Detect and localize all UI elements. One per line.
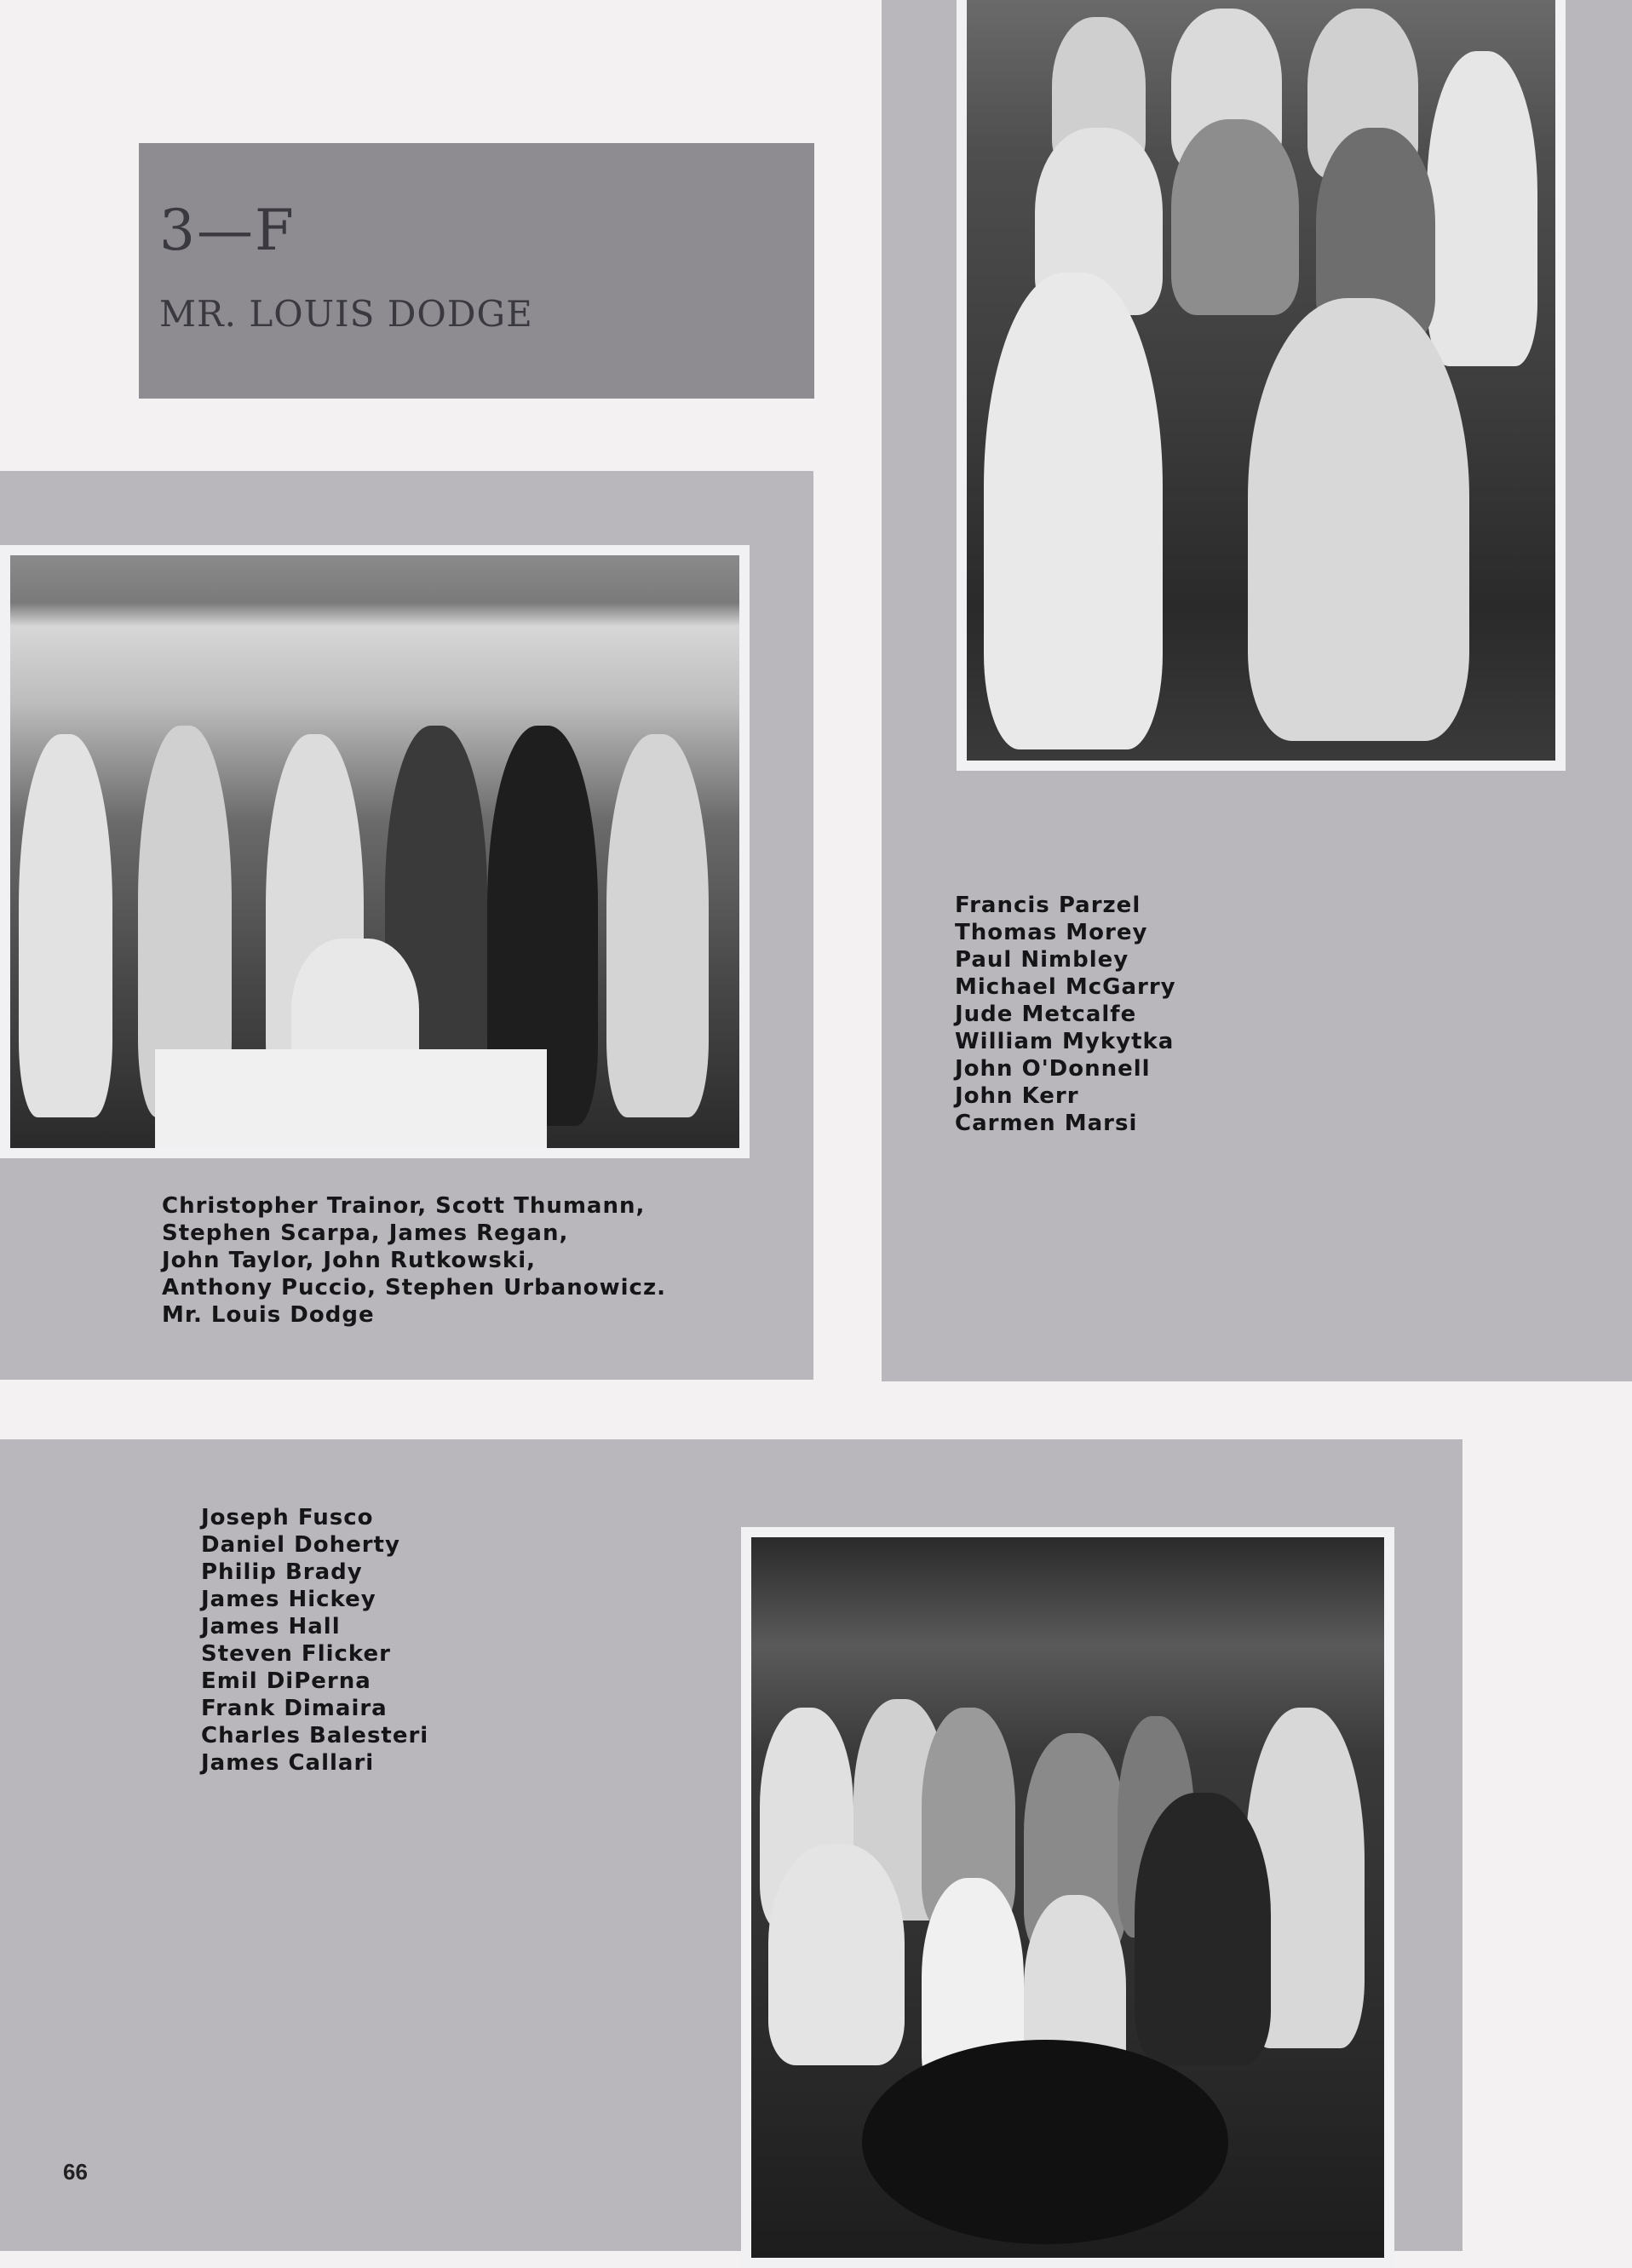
group-photo-right [957, 0, 1566, 771]
caption-line: Francis Parzel [955, 893, 1141, 918]
caption-line: Steven Flicker [201, 1641, 391, 1667]
caption-line: Michael McGarry [955, 974, 1176, 1000]
caption-line: William Mykytka [955, 1029, 1175, 1054]
caption-line: James Callari [201, 1750, 375, 1776]
caption-line: Thomas Morey [955, 920, 1148, 945]
caption-line: Anthony Puccio, Stephen Urbanowicz. [162, 1275, 666, 1301]
caption-line: Jude Metcalfe [955, 1002, 1137, 1027]
caption-bottom [201, 1504, 428, 1777]
page-number: 66 [63, 2159, 88, 2185]
caption-top-left [162, 1192, 666, 1329]
group-photo-with-teacher [0, 545, 750, 1158]
caption-line: James Hickey [201, 1587, 376, 1612]
caption-line: Daniel Doherty [201, 1532, 400, 1558]
caption-line: Christopher Trainor, Scott Thumann, [162, 1193, 646, 1219]
caption-line: Emil DiPerna [201, 1668, 371, 1694]
group-photo-bottom [741, 1527, 1394, 2268]
caption-line: Mr. Louis Dodge [162, 1302, 375, 1328]
caption-line: Stephen Scarpa, James Regan, [162, 1220, 569, 1246]
homeroom-teacher: MR. LOUIS DODGE [159, 293, 533, 335]
caption-line: Carmen Marsi [955, 1111, 1138, 1136]
caption-line: Paul Nimbley [955, 947, 1129, 973]
caption-line: Frank Dimaira [201, 1696, 388, 1721]
caption-line: Charles Balesteri [201, 1723, 429, 1748]
caption-line: Philip Brady [201, 1559, 363, 1585]
caption-line: John O'Donnell [955, 1056, 1151, 1082]
homeroom-code: 3—F [159, 198, 296, 263]
caption-line: Joseph Fusco [201, 1505, 374, 1530]
caption-line: John Kerr [955, 1083, 1079, 1109]
caption-line: John Taylor, John Rutkowski, [162, 1248, 536, 1273]
caption-line: James Hall [201, 1614, 341, 1639]
caption-top-right [955, 892, 1176, 1137]
homeroom-title-box [139, 143, 814, 399]
